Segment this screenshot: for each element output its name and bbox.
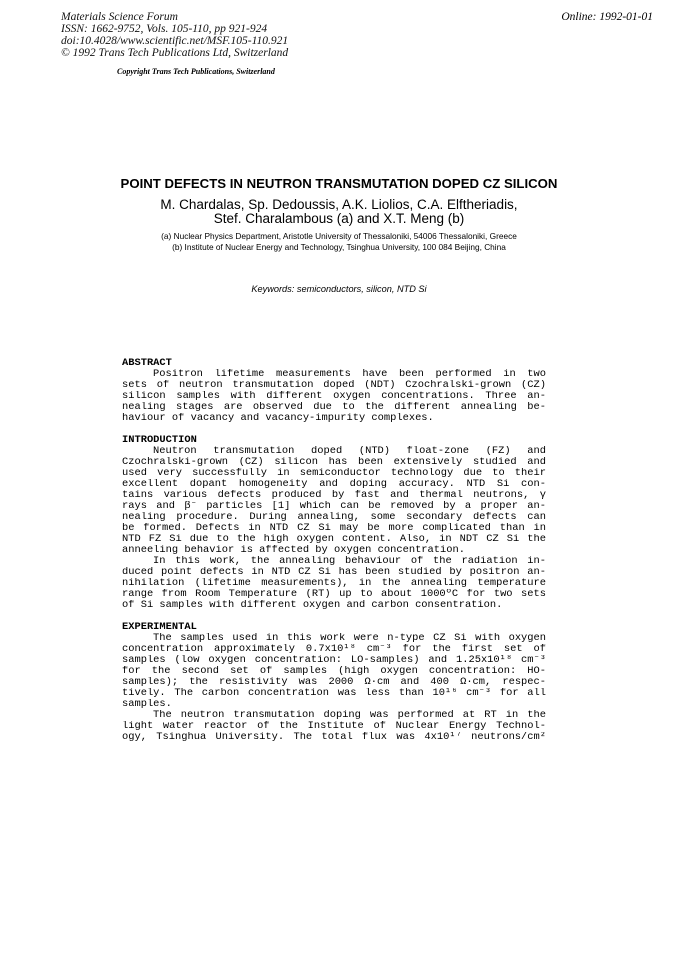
section-heading: EXPERIMENTAL [122,621,197,633]
text-line: tively. The carbon concentration was less than 10¹⁶ cm⁻³ for all [122,688,546,699]
text-line: nihilation (lifetime measurements), in the annealing temperature [122,578,546,589]
paper-title: POINT DEFECTS IN NEUTRON TRANSMUTATION DOPED CZ SILICON [120,176,558,191]
text-line: range from Room Temperature (RT) up to about 1000ºC for two sets [122,589,546,600]
text-line: of Si samples with different oxygen and carbon consentration. [122,600,503,611]
text-line: sets of neutron transmutation doped (NDT) Czochralski-grown (CZ) [122,380,546,391]
paragraph [122,633,546,710]
text-line: duced point defects in NTD CZ Si has been studied by positron an- [122,567,546,578]
text-line: silicon samples with different oxygen concentrations. Three an- [122,391,546,402]
affiliation-b: (b) Institute of Nuclear Energy and Technology, Tsinghua University, 100 084 Beijing, China [172,242,506,252]
authors-line: Stef. Charalambous (a) and X.T. Meng (b) [213,211,465,226]
text-line: ogy, Tsinghua University. The total flux was 4x10¹⁷ neutrons/cm² [122,732,546,743]
text-line: be formed. Defects in NTD CZ Si may be more complicated than in [122,523,546,534]
publisher-copyright: Copyright Trans Tech Publications, Switzerland [117,67,275,76]
text-line: Positron lifetime measurements have been performed in two [153,369,546,380]
text-line: haviour of vacancy and vacancy-impurity complexes. [122,413,434,424]
journal-name: Materials Science Forum [61,11,178,23]
text-line: The neutron transmutation doping was performed at RT in the [153,710,546,721]
copyright-line: © 1992 Trans Tech Publications Ltd, Switzerland [61,47,289,59]
text-line: The samples used in this work were n-type CZ Si with oxygen [153,633,546,644]
paper-body [122,358,546,754]
affiliations [0,231,678,253]
text-line: light water reactor of the Institute of Nuclear Energy Technol- [122,721,546,732]
text-line: concentration approximately 0.7x10¹⁸ cm⁻³ for the first set of [122,644,546,655]
text-line: for the second set of samples (high oxygen concentration: HO- [122,666,546,677]
keywords: Keywords: semiconductors, silicon, NTD Si [251,284,427,294]
section-experimental [122,622,546,743]
issn-line: ISSN: 1662-9752, Vols. 105-110, pp 921-924 [61,23,268,35]
section-heading: ABSTRACT [122,357,172,369]
section-heading: INTRODUCTION [122,434,197,446]
paragraph [122,710,546,743]
text-line: nealing stages are observed due to the different annealing be- [122,402,546,413]
text-line: samples); the resistivity was 2000 Ω·cm and 400 Ω·cm, respec- [122,677,546,688]
text-line: NTD FZ Si due to the high oxygen content. Also, in NDT CZ Si the [122,534,546,545]
text-line: nealing procedure. During annealing, some secondary defects can [122,512,546,523]
text-line: In this work, the annealing behaviour of the radiation in- [153,556,546,567]
text-line: Neutron transmutation doped (NTD) float-zone (FZ) and [153,446,546,457]
text-line: samples (low oxygen concentration: LO-samples) and 1.25x10¹⁸ cm⁻³ [122,655,546,666]
text-line: tains various defects produced by fast and thermal neutrons, γ [122,490,546,501]
authors-line: M. Chardalas, Sp. Dedoussis, A.K. Liolios, C.A. Elftheriadis, [160,197,518,212]
authors [0,198,678,226]
paragraph [122,446,546,556]
section-introduction [122,435,546,611]
journal-header [61,11,288,59]
section-abstract [122,358,546,424]
paragraph [122,369,546,424]
text-line: samples. [122,699,172,710]
paragraph [122,556,546,611]
text-line: anneeling behavior is affected by oxygen concentration. [122,545,465,556]
text-line: Czochralski-grown (CZ) silicon has been extensively studied and [122,457,546,468]
text-line: excellent dopant homogeneity and doping accuracy. NTD Si con- [122,479,546,490]
affiliation-a: (a) Nuclear Physics Department, Aristotle University of Thessaloniki, 54006 Thessaloniki, Greece [161,231,517,241]
text-line: rays and β⁻ particles [1] which can be removed by a proper an- [122,501,546,512]
online-date: Online: 1992-01-01 [561,11,653,23]
text-line: used very successfully in semiconductor technology due to their [122,468,546,479]
doi-line: doi:10.4028/www.scientific.net/MSF.105-110.921 [61,35,289,47]
